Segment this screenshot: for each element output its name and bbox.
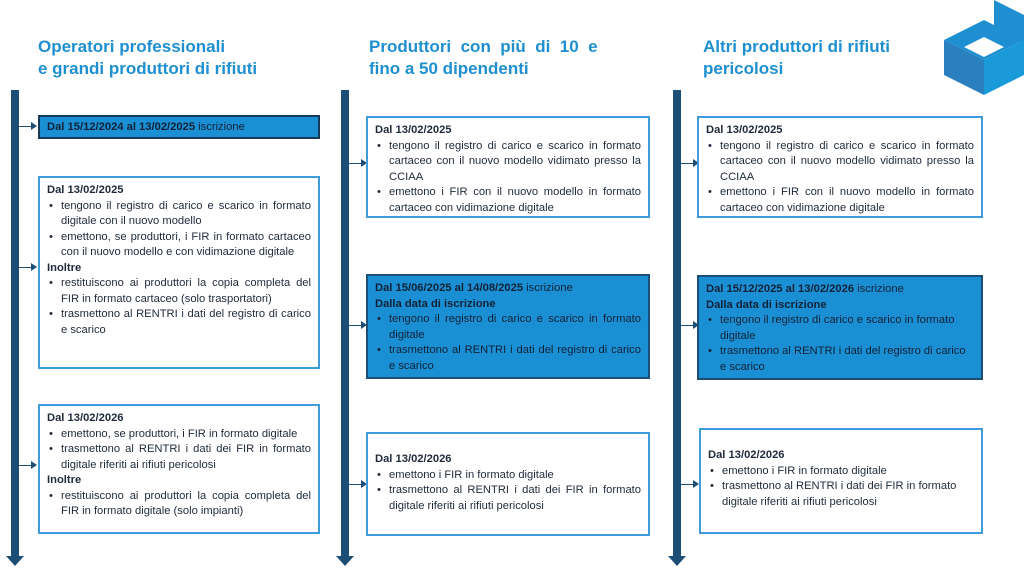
column-3-box-2026 [699,428,983,534]
column-2-box-2025 [366,116,650,218]
list-item: • emettono i FIR in formato digitale [375,468,641,484]
box-list [706,313,974,375]
timeline-marker [349,484,365,485]
timeline-marker [19,267,35,268]
registration-label: iscrizione [523,282,573,294]
list-item: • tengono il registro di carico e scarico in formato cartaceo con il nuovo modello vidimato presso la CCIAA [706,139,974,186]
timeline-marker [19,465,35,466]
column-3-registration-box [697,275,983,380]
box-subheading: Inoltre [47,261,82,274]
box-heading: Dal 13/02/2025 [47,184,124,196]
list-item: • trasmettono al RENTRI i dati dei FIR in formato digitale riferiti ai rifiuti pericolosi [708,479,974,510]
timeline-marker [349,325,365,326]
column-3-title-line1: Altri produttori di rifiuti [703,37,890,56]
list-item: • trasmettono al RENTRI i dati del registro di carico e scarico [706,344,974,375]
column-3-title [703,36,933,80]
list-item: • emettono, se produttori, i FIR in formato digitale [47,427,311,443]
registration-label: iscrizione [854,283,904,295]
list-item: • trasmettono al RENTRI i dati del registro di carico e scarico [375,343,641,374]
brand-logo-icon [924,0,1024,110]
registration-period: Dal 15/12/2025 al 13/02/2026 [706,283,855,295]
box-list [47,489,311,520]
list-item: • emettono i FIR con il nuovo modello in formato cartaceo con vidimazione digitale [375,185,641,216]
box-subheading: Dalla data di iscrizione [375,297,496,310]
box-list [375,312,641,374]
list-item: • tengono il registro di carico e scarico in formato cartaceo con il nuovo modello vidimato presso la CCIAA [375,139,641,186]
timeline-marker [681,325,697,326]
column-1-title-line2: e grandi produttori di rifiuti [38,59,258,78]
column-3-title-line2: pericolosi [703,59,784,78]
box-list [47,276,311,338]
list-item: • tengono il registro di carico e scarico in formato digitale [706,313,974,344]
timeline-marker [681,484,697,485]
box-heading: Dal 13/02/2026 [47,412,124,424]
box-list [47,427,311,474]
list-item: • restituiscono ai produttori la copia completa del FIR in formato digitale (solo impianti) [47,489,311,520]
list-item: • tengono il registro di carico e scarico in formato digitale [375,312,641,343]
column-2-title-line1: Produttori con più di 10 e [369,37,598,56]
column-2-timeline [341,90,349,558]
box-list [706,139,974,217]
box-heading: Dal 13/02/2026 [375,453,452,465]
box-list [375,139,641,217]
column-1-registration-box [38,115,320,139]
list-item: • trasmettono al RENTRI i dati dei FIR in formato digitale riferiti ai rifiuti pericolosi [47,442,311,473]
column-3-timeline [673,90,681,558]
timeline-marker [681,163,697,164]
column-1-title-line1: Operatori professionali [38,37,226,56]
column-2-title-line2: fino a 50 dipendenti [369,59,529,78]
box-list [375,468,641,515]
registration-period: Dal 15/12/2024 al 13/02/2025 [47,121,196,133]
column-2-box-2026 [366,432,650,536]
column-1-box-2026 [38,404,320,534]
box-heading: Dal 13/02/2025 [706,124,783,136]
list-item: • trasmettono al RENTRI i dati del registro di carico e scarico [47,307,311,338]
registration-label: iscrizione [195,121,245,133]
column-2-title [369,36,619,80]
list-item: • restituiscono ai produttori la copia completa del FIR in formato cartaceo (solo trasportatori) [47,276,311,307]
timeline-marker [349,163,365,164]
box-heading: Dal 13/02/2026 [708,449,785,461]
box-list [708,464,974,511]
list-item: • emettono, se produttori, i FIR in formato cartaceo con il nuovo modello e con vidimazione digitale [47,230,311,261]
box-subheading: Inoltre [47,474,82,486]
column-1-timeline [11,90,19,558]
column-1-box-2025 [38,176,320,369]
column-3-box-2025 [697,116,983,218]
column-2-registration-box [366,274,650,379]
list-item: • trasmettono al RENTRI i dati dei FIR in formato digitale riferiti ai rifiuti pericolosi [375,483,641,514]
timeline-marker [19,126,35,127]
box-subheading: Dalla data di iscrizione [706,298,827,311]
box-heading: Dal 13/02/2025 [375,124,452,136]
list-item: • emettono i FIR in formato digitale [708,464,974,480]
list-item: • tengono il registro di carico e scarico in formato digitale con il nuovo modello [47,199,311,230]
list-item: • emettono i FIR con il nuovo modello in formato cartaceo con vidimazione digitale [706,185,974,216]
column-1-title [38,36,328,80]
box-list [47,199,311,261]
registration-period: Dal 15/06/2025 al 14/08/2025 [375,282,524,294]
